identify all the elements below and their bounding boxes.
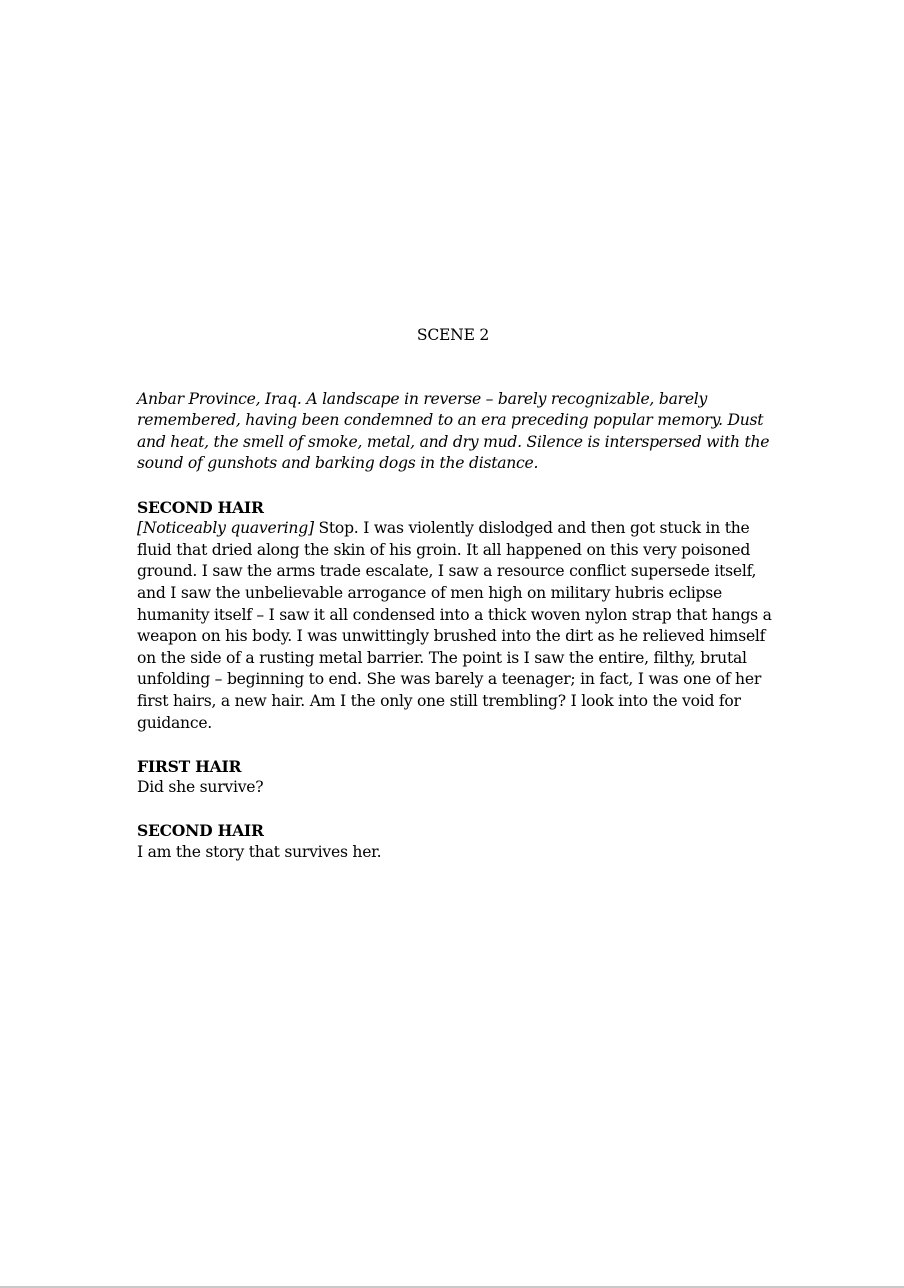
- dialogue-line: [137, 842, 777, 864]
- dialogue-text: I am the story that survives her.: [137, 843, 382, 862]
- script-content: [137, 325, 777, 885]
- speaker-name: SECOND HAIR: [137, 497, 264, 517]
- dialogue-block: [137, 820, 777, 863]
- speaker-name: FIRST HAIR: [137, 756, 242, 776]
- dialogue-text: Stop. I was violently dislodged and then got stuck in the fluid that dried along the skin of his groin. It all happened on this very poisoned ground. I saw the arms trade escalate, I saw a resource conflict supersede itself, and I saw the unbelievable arrogance of men high on military hubris eclipse humanity itself – I saw it all condensed into a thick woven nylon strap that hangs a weapon on his body. I was unwittingly brushed into the dirt as he relieved himself on the side of a rusting metal barrier. The point is I saw the entire, filthy, brutal unfolding – beginning to end. She was barely a teenager; in fact, I was one of her first hairs, a new hair. Am I the only one still trembling? I look into the void for guidance.: [137, 519, 772, 732]
- parenthetical: [Noticeably quavering]: [137, 519, 314, 538]
- dialogue-line: [137, 777, 777, 799]
- dialogue-block: [137, 756, 777, 799]
- dialogue-block: [137, 497, 777, 735]
- dialogue-text: Did she survive?: [137, 778, 264, 797]
- speaker-name: SECOND HAIR: [137, 821, 264, 841]
- dialogue-line: [137, 518, 777, 734]
- scene-heading: SCENE 2: [416, 326, 490, 344]
- stage-direction: Anbar Province, Iraq. A landscape in reverse – barely recognizable, barely remembered, having been condemned to an era preceding popular memory. Dust and heat, the smell of smoke, metal, and dry mud. Silence is interspersed with the sound of gunshots and barking dogs in the distance.: [137, 389, 770, 473]
